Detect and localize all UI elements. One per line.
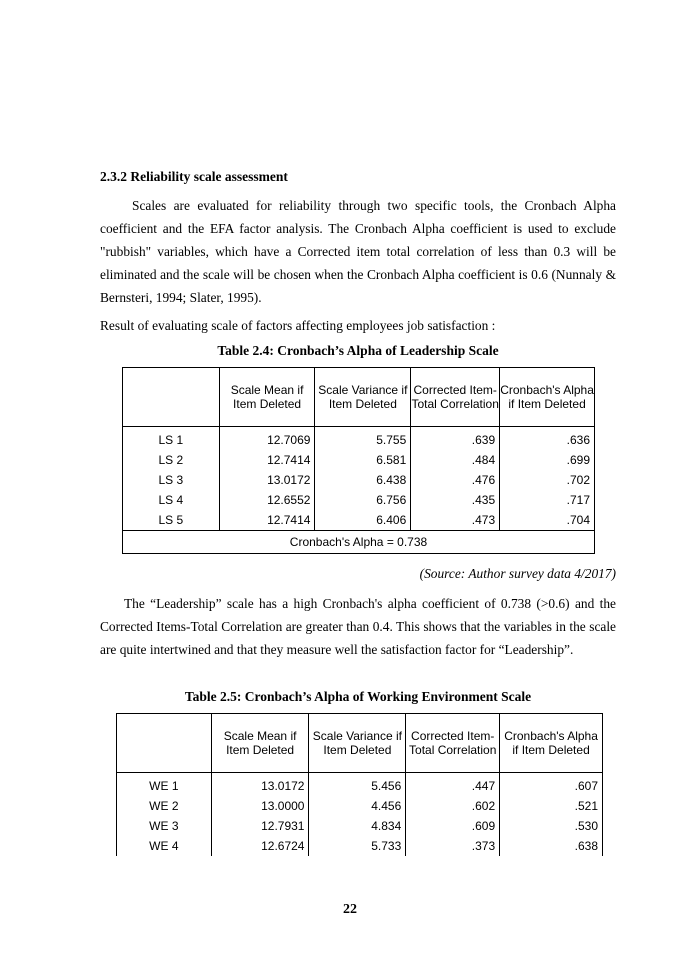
leadership-table [122, 367, 595, 554]
table-cell: 12.6552 [219, 490, 315, 510]
row-label: WE 3 [117, 816, 212, 836]
table-cell: .447 [406, 773, 500, 797]
header-cell: Cronbach's Alpha if Item Deleted [500, 714, 603, 773]
table-cell: .636 [566, 433, 590, 447]
page-number: 22 [343, 902, 357, 917]
table-cell: .702 [566, 473, 590, 487]
row-label: WE 1 [117, 773, 212, 797]
table-cell: 13.0172 [211, 773, 309, 797]
cronbach-alpha-total: Cronbach's Alpha = 0.738 [123, 531, 595, 554]
leadership-comment-paragraph: The “Leadership” scale has a high Cronbach's alpha coefficient of 0.738 (>0.6) and the Corrected Items-Total Correlation are greater than 0.4. This shows that the variables in the scale are quite intertwined and that they measure well the satisfaction factor for “Leadership”. [100, 596, 616, 657]
table-cell: .699 [566, 453, 590, 467]
table-row [123, 450, 595, 470]
row-label: LS 3 [123, 470, 220, 490]
table-cell: 4.456 [309, 796, 406, 816]
table-header-row [123, 368, 595, 427]
table-cell: .521 [574, 799, 598, 813]
table-cell: 6.438 [315, 470, 411, 490]
table-cell: 12.6724 [211, 836, 309, 856]
table-cell: .704 [566, 513, 590, 527]
row-label: LS 5 [123, 510, 220, 531]
header-cell: Scale Variance if Item Deleted [309, 714, 406, 773]
table-cell: 5.733 [309, 836, 406, 856]
table-cell: 6.406 [315, 510, 411, 531]
table-cell: 13.0172 [219, 470, 315, 490]
table-cell: .476 [411, 470, 500, 490]
table-cell: .435 [411, 490, 500, 510]
table-cell: .609 [406, 816, 500, 836]
table-cell: .639 [411, 427, 500, 451]
table-cell: 12.7931 [211, 816, 309, 836]
header-cell: Corrected Item-Total Correlation [411, 368, 500, 427]
table-cell: 4.834 [309, 816, 406, 836]
table-row [123, 490, 595, 510]
table-2-5-caption: Table 2.5: Cronbach’s Alpha of Working Environment Scale [184, 689, 532, 704]
section-heading: 2.3.2 Reliability scale assessment [100, 169, 288, 184]
header-cell: Corrected Item-Total Correlation [406, 714, 500, 773]
table-cell: .717 [566, 493, 590, 507]
table-cell: 6.756 [315, 490, 411, 510]
row-label: WE 2 [117, 796, 212, 816]
header-cell: Scale Mean if Item Deleted [219, 368, 315, 427]
table-cell: .607 [574, 779, 598, 793]
table-cell: .373 [406, 836, 500, 856]
table-row [117, 816, 603, 836]
table-row [117, 796, 603, 816]
table-cell: .484 [411, 450, 500, 470]
result-paragraph: Result of evaluating scale of factors affecting employees job satisfaction : [100, 318, 496, 333]
table-row [123, 510, 595, 531]
table-cell: 12.7069 [219, 427, 315, 451]
table-row [117, 836, 603, 856]
table-2-4-caption: Table 2.4: Cronbach’s Alpha of Leadership Scale [217, 343, 499, 358]
header-cell [123, 368, 220, 427]
table-row [117, 773, 603, 797]
header-cell: Scale Mean if Item Deleted [211, 714, 309, 773]
row-label: WE 4 [117, 836, 212, 856]
row-label: LS 4 [123, 490, 220, 510]
table-cell: 5.755 [315, 427, 411, 451]
table-cell: .530 [574, 819, 598, 833]
table-cell: .473 [411, 510, 500, 531]
table-cell: 12.7414 [219, 510, 315, 531]
table-row [123, 470, 595, 490]
header-cell: Cronbach's Alpha if Item Deleted [500, 368, 595, 427]
header-cell: Scale Variance if Item Deleted [315, 368, 411, 427]
table-row [123, 427, 595, 451]
working-environment-table [116, 713, 603, 856]
table-cell: .602 [406, 796, 500, 816]
row-label: LS 2 [123, 450, 220, 470]
table-header-row [117, 714, 603, 773]
table-cell: 12.7414 [219, 450, 315, 470]
intro-paragraph: Scales are evaluated for reliability through two specific tools, the Cronbach Alpha coefficient and the EFA factor analysis. The Cronbach Alpha coefficient is used to exclude "rubbish" variables, which have a Corrected item total correlation of less than 0.3 will be eliminated and the scale will be chosen when the Cronbach Alpha coefficient is 0.6 (Nunnaly & Bernsteri, 1994; Slater, 1995). [100, 198, 616, 305]
table-cell: 13.0000 [211, 796, 309, 816]
table-2-4-source: (Source: Author survey data 4/2017) [419, 566, 616, 581]
row-label: LS 1 [123, 427, 220, 451]
table-cell: 5.456 [309, 773, 406, 797]
table-cell: .638 [574, 839, 598, 853]
header-cell [117, 714, 212, 773]
table-cell: 6.581 [315, 450, 411, 470]
alpha-row [123, 531, 595, 554]
